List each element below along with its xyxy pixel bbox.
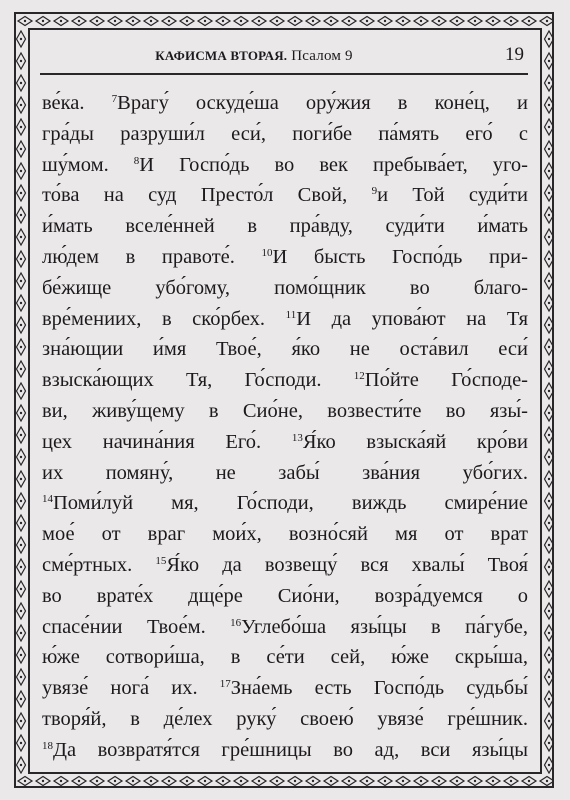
verse-number: 14 — [42, 493, 53, 506]
text-line — [42, 550, 528, 581]
text-line — [42, 519, 528, 550]
text-line — [42, 273, 528, 304]
page-number: 19 — [505, 44, 524, 65]
text-segment: шу́мом. — [42, 153, 134, 176]
text-segment: зна́ющии и́мя Твое́, я́ко не оста́вил еси́ — [42, 338, 528, 361]
text-segment: Поми́луй мя, Го́споди, виждь смире́ние — [53, 492, 528, 515]
psalm-label: Псалом 9 — [291, 48, 353, 64]
verse-number: 17 — [219, 678, 231, 691]
text-segment: во врате́х дще́ре Сио́ни, возра́дуемся о — [42, 584, 528, 607]
text-segment: Я́ко да возвещу́ вся хвалы́ Твоя́ — [166, 553, 528, 576]
text-line — [42, 150, 528, 181]
text-segment: их помяну́, не забы́ зва́ния убо́гих. — [42, 461, 528, 484]
text-segment: Зна́емь есть Госпо́дь судьбы́ — [230, 677, 528, 700]
kafisma-label: КАФИСМА ВТОРАЯ. — [155, 48, 288, 63]
text-segment: Я́ко взыска́яй кро́ви — [302, 430, 528, 453]
verse-number: 18 — [42, 739, 53, 752]
text-line — [42, 119, 528, 150]
text-line — [42, 427, 528, 458]
verse-number: 11 — [285, 308, 297, 321]
text-line — [42, 242, 528, 273]
text-line — [42, 673, 528, 704]
text-segment: цех начина́ния Его́. — [42, 430, 292, 453]
text-segment: спасе́нии Твое́м. — [42, 615, 231, 638]
text-line — [42, 612, 528, 643]
text-segment: и́мать вселе́нней в пра́вду, суди́ти и́мать — [42, 215, 528, 238]
text-segment: Врагу́ оскуде́ша ору́жия в коне́ц, и — [117, 92, 528, 114]
text-segment: ви, живу́щему в Сио́не, возвести́те во язы́- — [42, 399, 528, 422]
text-segment: Углебо́ша язы́цы в па́губе, — [241, 615, 528, 638]
text-line — [42, 180, 528, 211]
text-line — [42, 735, 528, 766]
text-segment: творя́й, в де́лех руку́ своею́ увязе́ гре́шник. — [42, 707, 528, 730]
text-line — [42, 211, 528, 242]
text-segment: вре́мениих, в ско́рбех. — [42, 307, 286, 330]
text-segment: увязе́ нога́ их. — [42, 677, 220, 700]
text-line — [42, 365, 528, 396]
text-line — [42, 704, 528, 735]
text-segment: мое́ от враг мои́х, возно́сяй мя от врат — [42, 523, 528, 546]
running-header — [40, 44, 528, 72]
verse-number: 10 — [261, 246, 273, 259]
verse-number: 16 — [230, 616, 242, 629]
text-segment: Да возвратя́тся гре́шницы во ад, вси язы́цы — [53, 738, 528, 761]
text-segment: бе́жище убо́гому, помо́щник во благо- — [42, 276, 528, 299]
text-segment: И бысть Госпо́дь при- — [272, 245, 528, 268]
verse-number: 9 — [371, 185, 378, 198]
psalm-text — [42, 88, 528, 766]
text-segment: И да упова́ют на Тя — [296, 307, 528, 330]
verse-number: 7 — [111, 93, 118, 105]
running-title — [40, 48, 468, 65]
text-line — [42, 334, 528, 365]
text-segment: По́йте Го́споде- — [364, 369, 528, 392]
verse-number: 15 — [155, 554, 167, 567]
verse-number: 13 — [291, 431, 303, 444]
verse-number: 12 — [353, 370, 365, 383]
text-segment: и Той суди́ти — [377, 184, 528, 207]
header-rule — [40, 73, 528, 75]
text-segment: взыска́ющих Тя, Го́споди. — [42, 369, 354, 392]
text-line — [42, 458, 528, 489]
text-line — [42, 642, 528, 673]
text-segment: то́ва на суд Престо́л Свой, — [42, 184, 372, 207]
text-line — [42, 396, 528, 427]
text-segment: сме́ртных. — [42, 553, 156, 576]
text-segment: ю́же сотвори́ша, в се́ти сей, ю́же скры́ша, — [42, 646, 528, 669]
verse-number: 8 — [133, 154, 140, 167]
text-segment: ве́ка. — [42, 92, 112, 114]
text-segment: гра́ды разруши́л еси́, поги́бе па́мять его́ с — [42, 122, 528, 145]
text-segment: И Госпо́дь во век пребыва́ет, уго- — [139, 153, 528, 176]
text-line — [42, 88, 528, 119]
text-segment: лю́дем в правоте́. — [42, 245, 262, 268]
text-line — [42, 488, 528, 519]
text-line — [42, 581, 528, 612]
text-line — [42, 304, 528, 335]
